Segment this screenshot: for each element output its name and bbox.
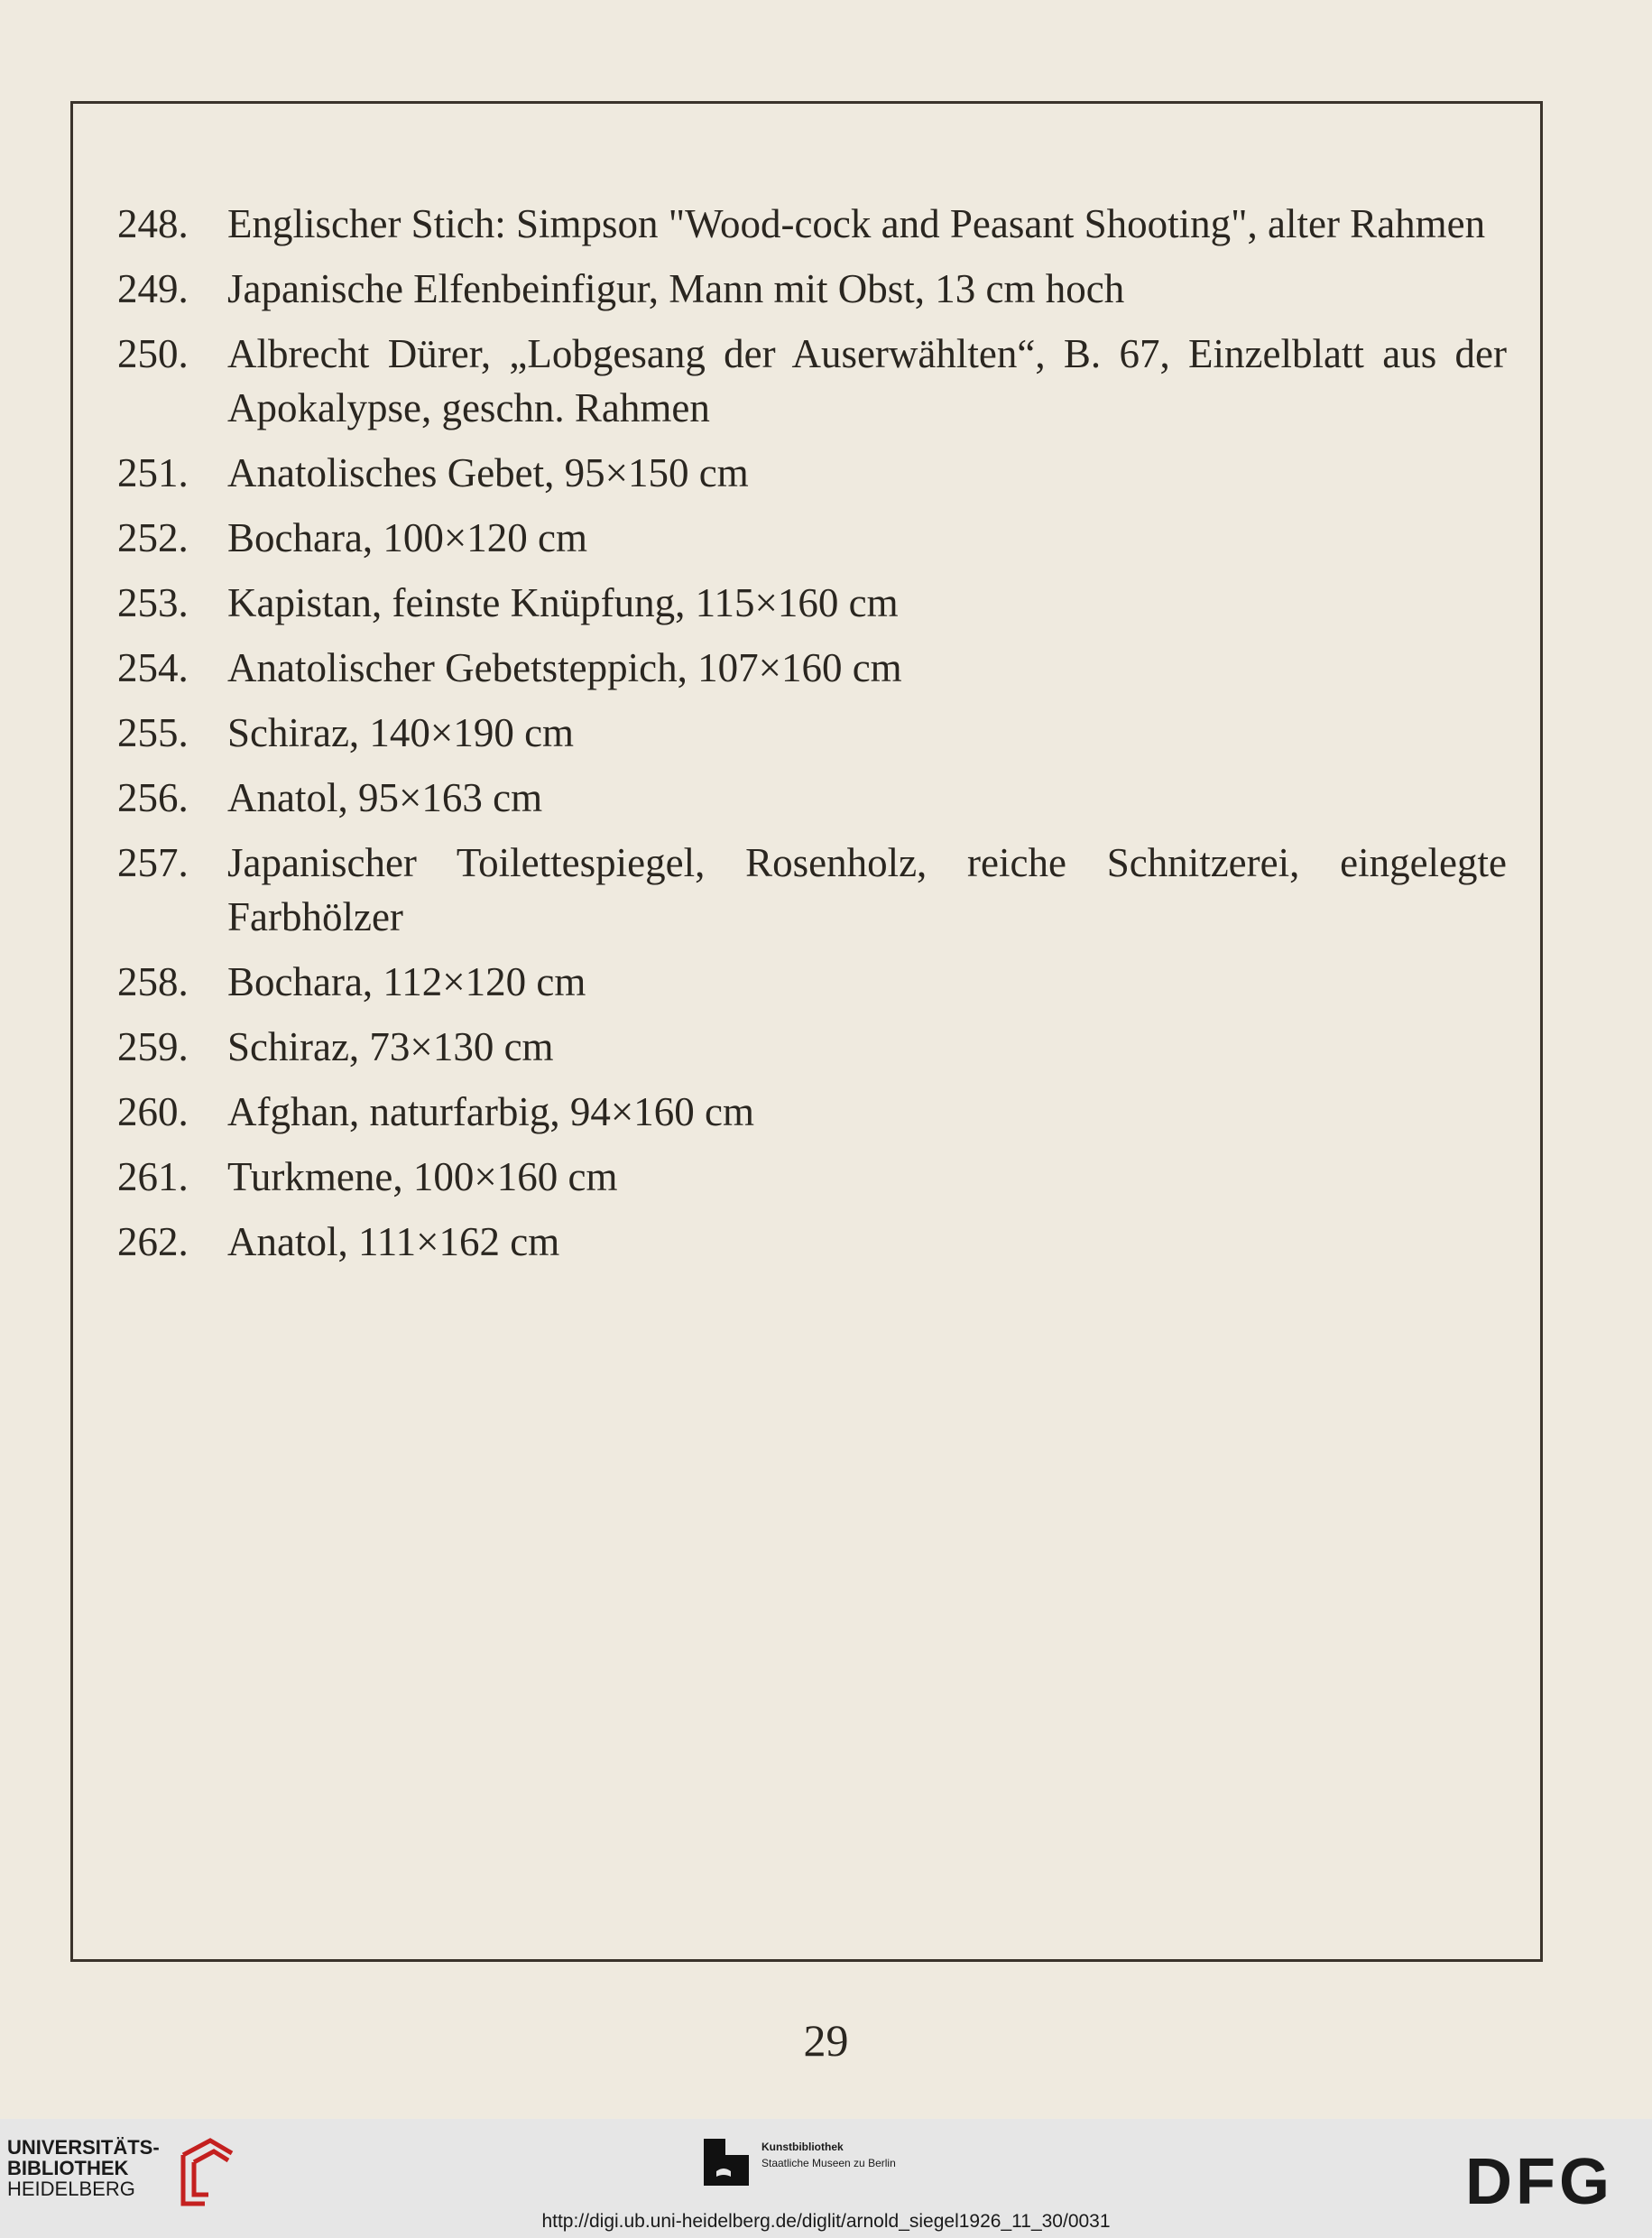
entry-text: Englischer Stich: Simpson "Wood-cock and Peasant Shooting", alter Rahmen [227, 201, 1486, 246]
entry-number: 259. [117, 1024, 189, 1069]
catalog-entry [117, 706, 1507, 760]
catalog-entry [117, 511, 1507, 565]
entry-number: 255. [117, 710, 189, 755]
catalog-entry [117, 955, 1507, 1009]
page-number: 29 [803, 2015, 849, 2066]
entry-number: 258. [117, 959, 189, 1004]
catalog-list [117, 197, 1507, 1280]
entry-text: Bochara, 112×120 cm [227, 959, 586, 1004]
entry-number: 261. [117, 1154, 189, 1199]
entry-number: 262. [117, 1219, 189, 1264]
catalog-entry [117, 1215, 1507, 1269]
catalog-entry [117, 576, 1507, 630]
kunstbibliothek-text [761, 2139, 896, 2171]
entry-text: Anatol, 95×163 cm [227, 775, 543, 820]
entry-text: Schiraz, 140×190 cm [227, 710, 575, 755]
ub-line-2: BIBLIOTHEK [7, 2157, 129, 2179]
entry-text: Anatol, 111×162 cm [227, 1219, 560, 1264]
catalog-entry [117, 1085, 1507, 1139]
catalog-entry [117, 1150, 1507, 1204]
footer-bar [0, 2119, 1652, 2238]
entry-number: 253. [117, 580, 189, 625]
entry-number: 256. [117, 775, 189, 820]
catalog-entry [117, 836, 1507, 944]
catalog-entry [117, 771, 1507, 825]
entry-number: 252. [117, 515, 189, 560]
entry-number: 249. [117, 266, 189, 311]
catalog-entry [117, 446, 1507, 500]
kb-subtitle: Staatliche Museen zu Berlin [761, 2157, 896, 2169]
entry-number: 248. [117, 201, 189, 246]
entry-text: Anatolisches Gebet, 95×150 cm [227, 450, 749, 495]
kunstbibliothek-logo-icon [704, 2139, 749, 2186]
entry-text: Turkmene, 100×160 cm [227, 1154, 618, 1199]
entry-number: 251. [117, 450, 189, 495]
ub-heidelberg-logo-icon [178, 2137, 237, 2207]
catalog-entry [117, 197, 1507, 251]
dfg-logo[interactable]: DFG [1465, 2146, 1613, 2218]
kunstbibliothek-logo[interactable] [704, 2139, 896, 2186]
entry-text: Japanischer Toilettespiegel, Rosenholz, reiche Schnitzerei, eingelegte Farbhölzer [227, 840, 1507, 939]
entry-text: Afghan, naturfarbig, 94×160 cm [227, 1089, 754, 1134]
entry-text: Anatolischer Gebetsteppich, 107×160 cm [227, 645, 902, 690]
entry-number: 254. [117, 645, 189, 690]
catalog-entry [117, 1020, 1507, 1074]
document-url-link[interactable]: http://digi.ub.uni-heidelberg.de/diglit/arnold_siegel1926_11_30/0031 [541, 2211, 1111, 2232]
entry-text: Kapistan, feinste Knüpfung, 115×160 cm [227, 580, 899, 625]
entry-text: Bochara, 100×120 cm [227, 515, 588, 560]
entry-number: 257. [117, 840, 189, 885]
entry-number: 260. [117, 1089, 189, 1134]
ub-line-3: HEIDELBERG [7, 2178, 135, 2200]
catalog-entry [117, 262, 1507, 316]
catalog-entry [117, 327, 1507, 435]
entry-number: 250. [117, 331, 189, 376]
ub-logo-text [7, 2137, 160, 2199]
entry-text: Schiraz, 73×130 cm [227, 1024, 554, 1069]
kb-title: Kunstbibliothek [761, 2141, 844, 2153]
ub-line-1: UNIVERSITÄTS- [7, 2136, 160, 2159]
ub-heidelberg-logo[interactable] [7, 2137, 237, 2207]
entry-text: Japanische Elfenbeinfigur, Mann mit Obst, 13 cm hoch [227, 266, 1125, 311]
entry-text: Albrecht Dürer, „Lobgesang der Auserwählten“, B. 67, Einzelblatt aus der Apokalypse, geschn. Rahmen [227, 331, 1507, 430]
catalog-entry [117, 641, 1507, 695]
